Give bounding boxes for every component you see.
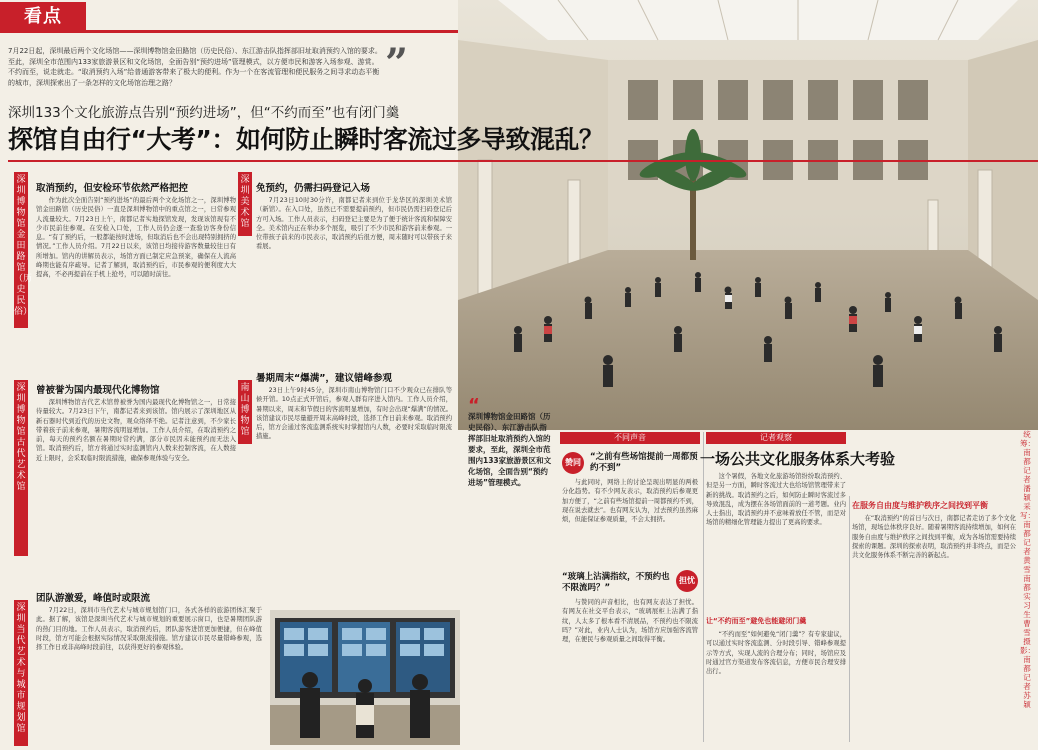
section-brand: 看点 xyxy=(0,2,86,32)
section-title-2: 曾被誉为国内最现代化博物馆 xyxy=(36,385,160,396)
pull-quote xyxy=(468,395,554,488)
commentary-title: 一场公共文化服务体系大考验 xyxy=(700,450,896,468)
section-body-2: 深圳博物馆古代艺术馆曾被誉为国内最现代化博物馆之一，日常接待量较大。7月23日下午，南都记者来到该馆。馆内展示了深圳地区从新石器时代到近代的历史文物，观众络绎不绝。记者注意到，不少家长带着孩子前来参观，暑期客流明显增加。工作人员介绍，在取消预约之前，每天的预约名额在暑期时常约满，部分市民因未能预约而无法入馆。取消预约后，馆方将通过实时监测馆内人数来控制客流，在人数接近上限时，会采取临时限流措施，确保参观体验与安全。 xyxy=(36,399,236,462)
ribbon-different-voices: 不同声音 xyxy=(560,432,700,444)
subheadline: 深圳133个文化旅游点告别“预约进场”，但“不约而至”也有闭门羹 xyxy=(8,105,400,121)
venue-tag-jintian: 深圳博物馆金田路馆（历史民俗） xyxy=(14,172,28,328)
museum-atrium-photo xyxy=(458,0,1038,430)
section-body-5: 23日上午9时45分，深圳市南山博物馆门口不少观众已在排队等候开馆。10点正式开馆后，参观人群有序进入馆内。工作人员介绍，暑期以来，周末和节假日的客流明显增加，有时会出现“爆满”的情况。该馆建议市民尽量避开周末高峰时段，选择工作日前来参观。取消预约后，馆方会通过客流监测系统实时掌握馆内人数，必要时采取临时限流措施。 xyxy=(256,387,452,441)
forum-body-agree: 与此同时，网络上的讨论呈现出明显的两极分化趋势。有不少网友表示，取消预约后参观更加方便了，“之前有些场馆提前一周都预约不到，现在说去就去”。也有网友认为，过去预约虽然麻烦，但能保证参观质量，不会太拥挤。 xyxy=(562,479,698,524)
section-body-3: 7月22日，深圳市当代艺术与城市规划馆门口，各式各样的旅游团体汇聚于此。据了解，该馆是深圳当代艺术与城市规划的重要展示窗口，也是暑期团队游的热门目的地。工作人员表示，取消预约后，团队游客进馆更加便捷，但在峰值时段，馆方可能会根据实际情况采取限流措施。馆方建议市民尽量错峰参观，选择工作日或非高峰时段前往，以获得更好的参观体验。 xyxy=(36,607,262,652)
touchscreen-photo xyxy=(270,610,460,745)
column-divider xyxy=(703,432,704,742)
commentary-subtitle: 让“不约而至”避免也能避闭门羹 xyxy=(706,617,807,625)
venue-tag-art-museum: 深圳美术馆 xyxy=(238,172,252,236)
section-title-5: 暑期周末“爆满”，建议错峰参观 xyxy=(256,373,392,384)
quote-glyph: ” xyxy=(385,40,409,87)
section-body-1: 作为此次全面告别“预约进场”的最后两个文化场馆之一，深圳博物馆金田路馆（历史民俗）一直是深圳博物馆中的重点馆之一，日常参观人流量较大。7月23日上午，南都记者实地探馆发现，发现该馆现有不少市民前往参观。在安检入口处，工作人员仍会逐一查验访客身份信息。“有了预约后，一般都能按时进场，但取消后也不会出现特别拥挤的情况。”工作人员介绍。7月22日以来，该馆日均接待游客数量较往日有所增加。馆内的讲解员表示，场馆方面已制定应急预案，确保在人流高峰期也能有序疏导。记者了解到，取消预约后，市民参观的便利度大大提高，不必再提前在手机上抢号，可以随时前往。 xyxy=(36,197,236,279)
section-title-3: 团队游激爱，峰值时或限流 xyxy=(36,593,151,604)
intro-paragraph: 7月22日起，深圳最后两个文化场馆——深圳博物馆金田路馆（历史民俗）、东江游击队指挥部旧址取消预约入馆的要求。至此，深圳全市范围内133家旅游景区和文化场馆，全面告别“预约进场”管理模式，以方便市民和游客入场参观、游赏。不约而至，说走就走。“取消预约入场”给普通游客带来了极大的便利。作为一个在客流管理和便民服务之间寻求动态平衡的城市，深圳探索出了一条怎样的文化场馆治理之路？ xyxy=(8,47,382,87)
badge-worry: 担忧 xyxy=(676,570,698,592)
venue-tag-nanshan: 南山博物馆 xyxy=(238,380,252,444)
right-column-title: 在服务自由度与维护秩序之间找到平衡 xyxy=(852,501,988,510)
commentary-body: 这个暑假，各地文化旅游场馆纷纷取消预约、但是另一方面，瞬时客流过大也给场馆管理带来了新的挑战。取消预约之后，如何防止瞬时客流过多导致混乱，成为摆在各场馆面前的一道考题。业内人士指出，取消预约并不意味着放任不管，而是对场馆的精细化管理能力提出了更高的要求。 xyxy=(706,473,846,527)
staff-credit: 统筹：南都记者 潘颖 采写：南都记者 黄雪 南都实习生 曹雪 摄影：南都记者 苏颖 xyxy=(1020,430,1038,709)
right-divider xyxy=(849,496,850,742)
section-title-4: 免预约，仍需扫码登记入场 xyxy=(256,183,371,194)
right-column-body: 在“取消预约”的首日与次日，南都记者走访了多个文化场馆，现场总体秩序良好。随着暑期客流持续增加，如何在服务自由度与维护秩序之间找到平衡，成为各场馆需要持续探索的课题。深圳的探索表明，取消预约并非终点，而是公共文化服务体系不断完善的新起点。 xyxy=(852,515,1016,560)
venue-tag-planning: 深圳当代艺术与城市规划馆 xyxy=(14,600,28,746)
pull-quote-mark: “ xyxy=(468,395,480,416)
pull-quote-text: 深圳博物馆金田路馆（历史民俗）、东江游击队指挥部旧址取消预约入馆的要求，至此，深圳全市范围内133家旅游景区和文化场馆，全面告别“预约进场”管理模式。 xyxy=(468,412,552,487)
forum-headline-worry: “玻璃上沾满指纹，不预约也不限流吗？” xyxy=(562,572,670,593)
headline-rule xyxy=(8,160,1038,162)
commentary-sub-body: “不约而至”如何避免“闭门羹”？有专家建议，可以通过实时客流监测、分时段引导、错峰参观提示等方式，实现人流的合理分布；同时，场馆应及时通过官方渠道发布客流信息，方便市民合理安排出行。 xyxy=(706,631,846,676)
forum-body-worry: 与赞同的声音相比，也有网友表达了担忧。有网友在社交平台表示，“玻璃展柜上沾满了指纹，人太多了根本看不清展品，不预约也不限流吗？”对此，业内人士认为，场馆方应加强客流管理，在便民与参观质量之间取得平衡。 xyxy=(562,599,698,644)
forum-headline-agree: “之前有些场馆提前一周都预约不到” xyxy=(590,452,698,473)
section-title-1: 取消预约，但安检环节依然严格把控 xyxy=(36,183,189,194)
badge-agree: 赞同 xyxy=(562,452,584,474)
ribbon-reporter-observation: 记者观察 xyxy=(706,432,846,444)
section-body-4: 7月23日10时30分许，南都记者来到位于龙华区的深圳美术馆（新馆）。在入口处，虽然已不需要提前预约，但市民仍需扫码登记后方可入场。工作人员表示，扫码登记主要是为了便于统计客流和保障安全。美术馆内正在举办多个展览，吸引了不少市民和游客前来参观。一位带孩子前来的市民表示，取消预约后很方便，周末随时可以带孩子来看展。 xyxy=(256,197,452,251)
venue-tag-ancient-art: 深圳博物馆古代艺术馆 xyxy=(14,380,28,556)
headline: 探馆自由行“大考”：如何防止瞬时客流过多导致混乱？ xyxy=(8,125,604,154)
